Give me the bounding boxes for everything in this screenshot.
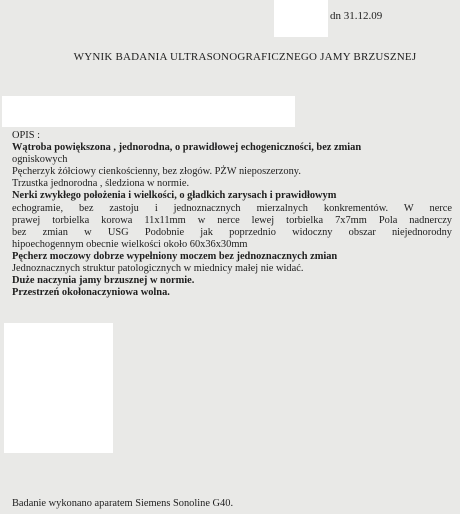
report-line: Pęcherzyk żółciowy cienkościenny, bez złogów. PŻW nieposzerzony.	[12, 166, 301, 178]
report-line: prawej torbielka korowa 11x11mm w nerce lewej torbielka 7x7mm Pola nadnerczy	[12, 214, 452, 226]
report-line: hipoechogennym obecnie wielkości około 60x36x30mm	[12, 238, 248, 250]
equipment-note: Badanie wykonano aparatem Siemens Sonoline G40.	[12, 498, 234, 509]
report-line: Trzustka jednorodna , śledziona w normie.	[12, 178, 190, 190]
section-label: OPIS :	[12, 130, 41, 141]
report-line: Pęcherz moczowy dobrze wypełniony moczem bez jednoznacznych zmian	[12, 250, 338, 262]
report-line: bez zmian w USG Podobnie jak poprzednio widoczny obszar niejednorodny	[12, 226, 452, 238]
report-line: Wątroba powiększona , jednorodna, o prawidłowej echogeniczności, bez zmian	[12, 142, 362, 154]
report-date: dn 31.12.09	[330, 10, 383, 22]
report-body	[12, 130, 452, 299]
report-line: Nerki zwykłego położenia i wielkości, o gładkich zarysach i prawidłowym	[12, 190, 337, 202]
report-line: Jednoznacznych struktur patologicznych w miednicy małej nie widać.	[12, 263, 304, 275]
report-line: ogniskowych	[12, 154, 68, 166]
report-line: Przestrzeń okołonaczyniowa wolna.	[12, 287, 170, 299]
redacted-block	[4, 323, 113, 453]
report-title: WYNIK BADANIA ULTRASONOGRAFICZNEGO JAMY BRZUSZNEJ	[73, 51, 417, 63]
report-line: Duże naczynia jamy brzusznej w normie.	[12, 275, 195, 287]
redacted-block	[2, 96, 295, 127]
report-line: echogramie, bez zastoju i jednoznacznych mierzalnych konkrementów. W nerce	[12, 202, 452, 214]
redacted-block	[274, 0, 328, 37]
